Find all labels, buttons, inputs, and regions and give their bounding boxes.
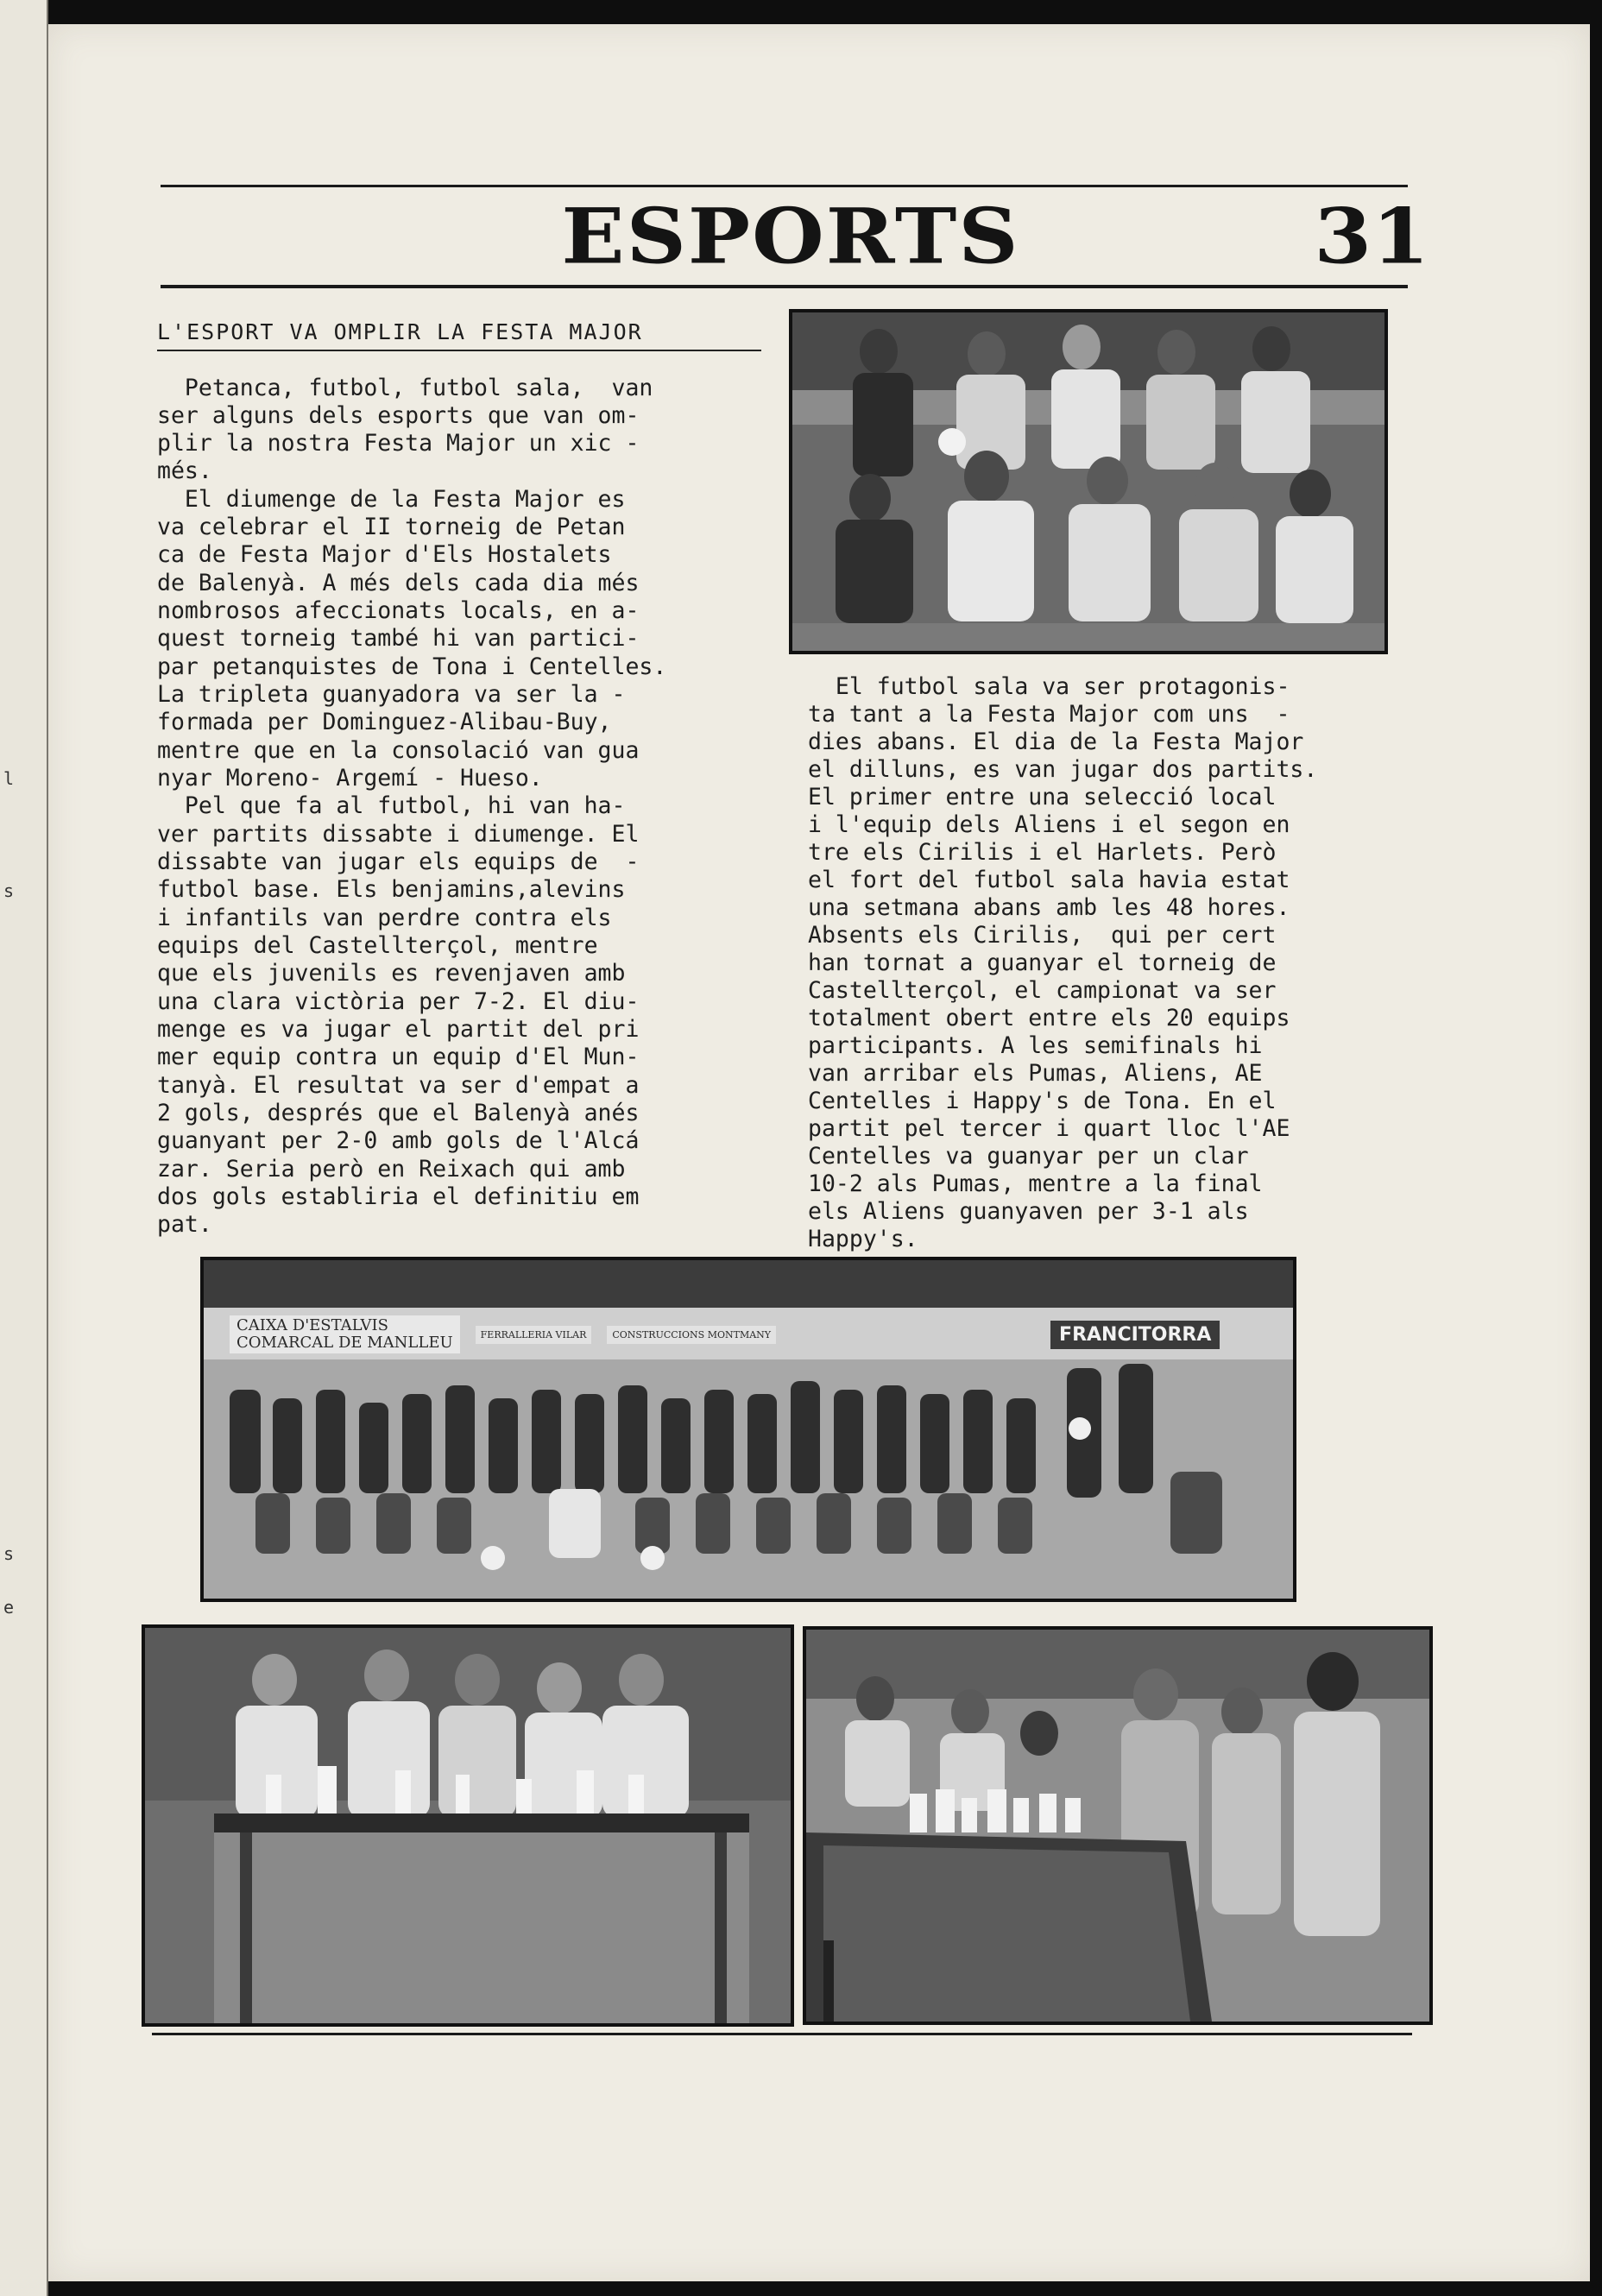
text-line: totalment obert entre els 20 equips — [808, 1005, 1290, 1031]
text-line: mer equip contra un equip d'El Mun- — [157, 1044, 640, 1070]
text-line: han tornat a guanyar el torneig de — [808, 949, 1277, 976]
petanca-trophies-photo — [142, 1624, 794, 2027]
banner-text: COMARCAL DE MANLLEU — [237, 1334, 453, 1352]
text-line: Centelles i Happy's de Tona. En el — [808, 1088, 1277, 1114]
text-line: 2 gols, després que el Balenyà anés — [157, 1100, 640, 1126]
banner-caixa — [230, 1315, 460, 1353]
text-line: equips del Castellterçol, mentre — [157, 932, 598, 959]
text-line: pat. — [157, 1211, 212, 1238]
futbol-sala-trophies-illustration — [806, 1630, 1429, 2022]
text-line: guanyant per 2-0 amb gols de l'Alcá — [157, 1127, 640, 1154]
text-line: més. — [157, 457, 212, 484]
text-line: ser alguns dels esports que van om- — [157, 402, 640, 429]
text-line: Absents els Cirilis, qui per cert — [808, 922, 1277, 949]
text-line: i infantils van perdre contra els — [157, 905, 612, 931]
margin-fragment: e — [3, 1597, 15, 1618]
stadium-banner-strip — [204, 1310, 1296, 1359]
text-line: que els juvenils es revenjaven amb — [157, 960, 626, 987]
text-line: La tripleta guanyadora va ser la - — [157, 681, 626, 708]
margin-fragment: s — [3, 880, 15, 901]
text-line: tre els Cirilis i el Harlets. Però — [808, 839, 1277, 866]
page-number: 31 — [1314, 191, 1429, 281]
futbol-sala-trophies-photo — [803, 1626, 1433, 2025]
text-line: Castellterçol, el campionat va ser — [808, 977, 1277, 1004]
banner-text: FERRALLERIA VILAR — [476, 1326, 592, 1344]
text-line: nyar Moreno- Argemí - Hueso. — [157, 765, 543, 792]
text-line: partit pel tercer i quart lloc l'AE — [808, 1115, 1290, 1142]
section-title: ESPORTS — [561, 191, 1020, 281]
youth-teams-photo — [200, 1257, 1296, 1602]
footer-rule — [152, 2033, 1412, 2035]
text-line: El primer entre una selecció local — [808, 784, 1277, 811]
text-line: El diumenge de la Festa Major es — [157, 486, 626, 513]
margin-fragment: s — [3, 1543, 15, 1564]
text-line: formada per Dominguez-Alibau-Buy, — [157, 709, 612, 735]
text-line: nombrosos afeccionats locals, en a- — [157, 597, 640, 624]
magazine-page — [48, 24, 1590, 2281]
header-top-rule — [161, 185, 1408, 187]
text-line: va celebrar el II torneig de Petan — [157, 514, 626, 540]
text-line: El futbol sala va ser protagonis- — [808, 673, 1290, 700]
article-heading: L'ESPORT VA OMPLIR LA FESTA MAJOR — [157, 319, 761, 351]
text-line: una setmana abans amb les 48 hores. — [808, 894, 1290, 921]
text-line: ca de Festa Major d'Els Hostalets — [157, 541, 612, 568]
text-line: 10-2 als Pumas, mentre a la final — [808, 1170, 1263, 1197]
text-line: van arribar els Pumas, Aliens, AE — [808, 1060, 1263, 1087]
margin-fragment: l — [3, 768, 15, 789]
text-line: i l'equip dels Aliens i el segon en — [808, 811, 1290, 838]
text-line: futbol base. Els benjamins,alevins — [157, 876, 626, 903]
banner-text: CONSTRUCCIONS MONTMANY — [607, 1326, 776, 1344]
text-line: par petanquistes de Tona i Centelles. — [157, 653, 667, 680]
text-line: tanyà. El resultat va ser d'empat a — [157, 1072, 640, 1099]
team-photo — [789, 309, 1388, 654]
text-line: Happy's. — [808, 1226, 918, 1252]
text-line: menge es va jugar el partit del pri — [157, 1016, 640, 1043]
text-line: mentre que en la consolació van gua — [157, 737, 640, 764]
banner-text: CAIXA D'ESTALVIS — [237, 1316, 388, 1334]
text-line: participants. A les semifinals hi — [808, 1032, 1263, 1059]
text-line: una clara victòria per 7-2. El diu- — [157, 988, 640, 1015]
text-line: Centelles va guanyar per un clar — [808, 1143, 1249, 1170]
text-line: ta tant a la Festa Major com uns - — [808, 701, 1290, 728]
text-line: el dilluns, es van jugar dos partits. — [808, 756, 1318, 783]
header-bottom-rule — [161, 285, 1408, 288]
text-line: quest torneig també hi van partici- — [157, 625, 640, 652]
adjacent-page-edge — [0, 0, 48, 2296]
team-photo-illustration — [792, 312, 1384, 651]
text-line: dissabte van jugar els equips de - — [157, 848, 640, 875]
banner-text: FRANCITORRA — [1050, 1321, 1220, 1349]
text-line: de Balenyà. A més dels cada dia més — [157, 570, 640, 596]
text-line: dos gols establiria el definitiu em — [157, 1183, 640, 1210]
petanca-trophies-illustration — [145, 1628, 791, 2023]
text-line: zar. Seria però en Reixach qui amb — [157, 1156, 626, 1183]
text-line: els Aliens guanyaven per 3-1 als — [808, 1198, 1249, 1225]
text-line: dies abans. El dia de la Festa Major — [808, 729, 1304, 755]
text-line: Petanca, futbol, futbol sala, van — [157, 375, 653, 401]
text-line: el fort del futbol sala havia estat — [808, 867, 1290, 893]
text-line: ver partits dissabte i diumenge. El — [157, 821, 640, 848]
text-line: plir la nostra Festa Major un xic - — [157, 430, 640, 457]
text-line: Pel que fa al futbol, hi van ha- — [157, 792, 626, 819]
